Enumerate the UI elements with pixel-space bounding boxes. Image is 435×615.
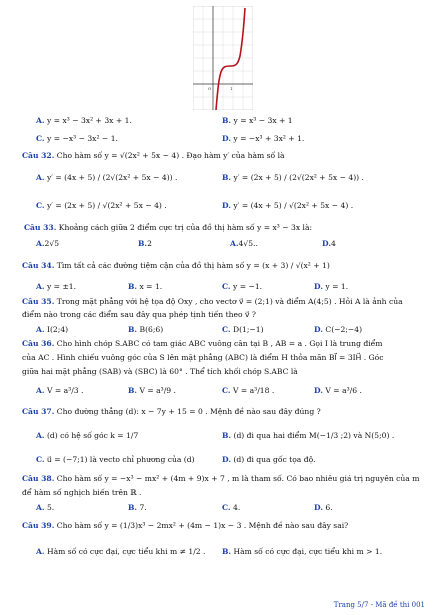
x-tick-label: 1 — [230, 86, 233, 91]
q35-choice-d[interactable]: D. C(−2;−4) — [314, 325, 363, 334]
q36-choice-a[interactable]: A. V = a³/3 . — [36, 386, 84, 395]
q33-choice-c[interactable]: A.4√5.. — [230, 239, 258, 248]
q35-choice-c[interactable]: C. D(1;−1) — [222, 325, 264, 334]
q35-choice-a[interactable]: A. I(2;4) — [36, 325, 69, 334]
origin-label: O — [208, 86, 212, 91]
q32-choice-a[interactable]: A. y′ = (4x + 5) / (2√(2x² + 5x − 4)) . — [36, 173, 178, 182]
q38-choice-a[interactable]: A. 5. — [36, 503, 55, 512]
q39-stem: Câu 39. Cho hàm số y = (1/3)x³ − 2mx² + (4m − 1)x − 3 . Mệnh đề nào sau đây sai? — [22, 521, 349, 530]
q31-choice-b[interactable]: B. y = x³ − 3x + 1 — [222, 116, 293, 125]
page-footer: Trang 5/7 - Mã đề thi 001 — [333, 600, 425, 609]
q31-choice-d[interactable]: D. y = −x³ + 3x² + 1. — [222, 134, 305, 143]
q36-stem-line2: của AC . Hình chiếu vuông góc của S lên mặt phẳng (ABC) là điểm H thỏa mãn BI⃗ = 3IH⃗ . Góc — [22, 353, 384, 362]
q38-stem-line1: Câu 38. Cho hàm số y = −x³ − mx² + (4m + 9)x + 7 , m là tham số. Có bao nhiêu giá trị nguyên của m — [22, 474, 420, 483]
q39-choice-a[interactable]: A. Hàm số có cực đại, cực tiểu khi m ≠ 1/2 . — [36, 547, 206, 556]
q38-stem-line2: để hàm số nghịch biến trên ℝ . — [22, 488, 142, 497]
q36-choice-d[interactable]: D. V = a³/6 . — [314, 386, 362, 395]
q37-choice-b[interactable]: B. (d) đi qua hai điểm M(−1/3 ;2) và N(5;0) . — [222, 431, 395, 440]
q36-choice-b[interactable]: B. V = a³/9 . — [128, 386, 176, 395]
q38-choice-d[interactable]: D. 6. — [314, 503, 333, 512]
q31-choice-a[interactable]: A. y = x³ − 3x² + 3x + 1. — [36, 116, 132, 125]
q34-choice-c[interactable]: C. y = −1. — [222, 282, 263, 291]
q34-choice-a[interactable]: A. y = ±1. — [36, 282, 77, 291]
q34-choice-b[interactable]: B. x = 1. — [128, 282, 163, 291]
q31-choice-c[interactable]: C. y = −x³ − 3x² − 1. — [36, 134, 118, 143]
q32-choice-c[interactable]: C. y′ = (2x + 5) / √(2x² + 5x − 4) . — [36, 201, 167, 210]
q37-choice-c[interactable]: C. u⃗ = (−7;1) là vecto chỉ phương của (d) — [36, 455, 195, 464]
q32-choice-d[interactable]: D. y′ = (4x + 5) / √(2x² + 5x − 4) . — [222, 201, 354, 210]
q32-stem: Câu 32. Cho hàm số y = √(2x² + 5x − 4) . Đạo hàm y′ của hàm số là — [22, 151, 285, 160]
q33-stem: Câu 33. Khoảng cách giữa 2 điểm cực trị của đồ thị hàm số y = x³ − 3x là: — [24, 223, 313, 232]
q36-stem-line3: giữa hai mặt phẳng (SAB) và (SBC) là 60° . Thể tích khối chóp S.ABC là — [22, 367, 298, 376]
q37-choice-d[interactable]: D. (d) đi qua gốc tọa độ. — [222, 455, 316, 464]
q37-choice-a[interactable]: A. (d) có hệ số góc k = 1/7 — [36, 431, 139, 440]
q33-choice-d[interactable]: D.4 — [322, 239, 336, 248]
q38-choice-c[interactable]: C. 4. — [222, 503, 241, 512]
q33-choice-b[interactable]: B.2 — [138, 239, 152, 248]
q37-stem: Câu 37. Cho đường thẳng (d): x − 7y + 15 = 0 . Mệnh đề nào sau đây đúng ? — [22, 407, 321, 416]
q38-choice-b[interactable]: B. 7. — [128, 503, 147, 512]
q32-choice-b[interactable]: B. y′ = (2x + 5) / (2√(2x² + 5x − 4)) . — [222, 173, 364, 182]
q36-stem-line1: Câu 36. Cho hình chóp S.ABC có tam giác ABC vuông cân tại B , AB = a . Gọi I là trung điểm — [22, 339, 383, 348]
q35-stem-line2: điểm nào trong các điểm sau đây qua phép tịnh tiến theo v⃗ ? — [22, 310, 256, 319]
q39-choice-b[interactable]: B. Hàm số có cực đại, cực tiểu khi m > 1. — [222, 547, 383, 556]
function-graph — [193, 6, 253, 110]
q34-choice-d[interactable]: D. y = 1. — [314, 282, 349, 291]
q35-stem-line1: Câu 35. Trong mặt phẳng với hệ tọa độ Oxy , cho vectơ v⃗ = (2;1) và điểm A(4;5) . Hỏi A là ảnh của — [22, 297, 403, 306]
q36-choice-c[interactable]: C. V = a³/18 . — [222, 386, 275, 395]
q33-choice-a[interactable]: A.2√5 — [36, 239, 60, 248]
q34-stem: Câu 34. Tìm tất cả các đường tiệm cận của đồ thị hàm số y = (x + 3) / √(x² + 1) — [22, 261, 330, 270]
q35-choice-b[interactable]: B. B(6;6) — [128, 325, 164, 334]
